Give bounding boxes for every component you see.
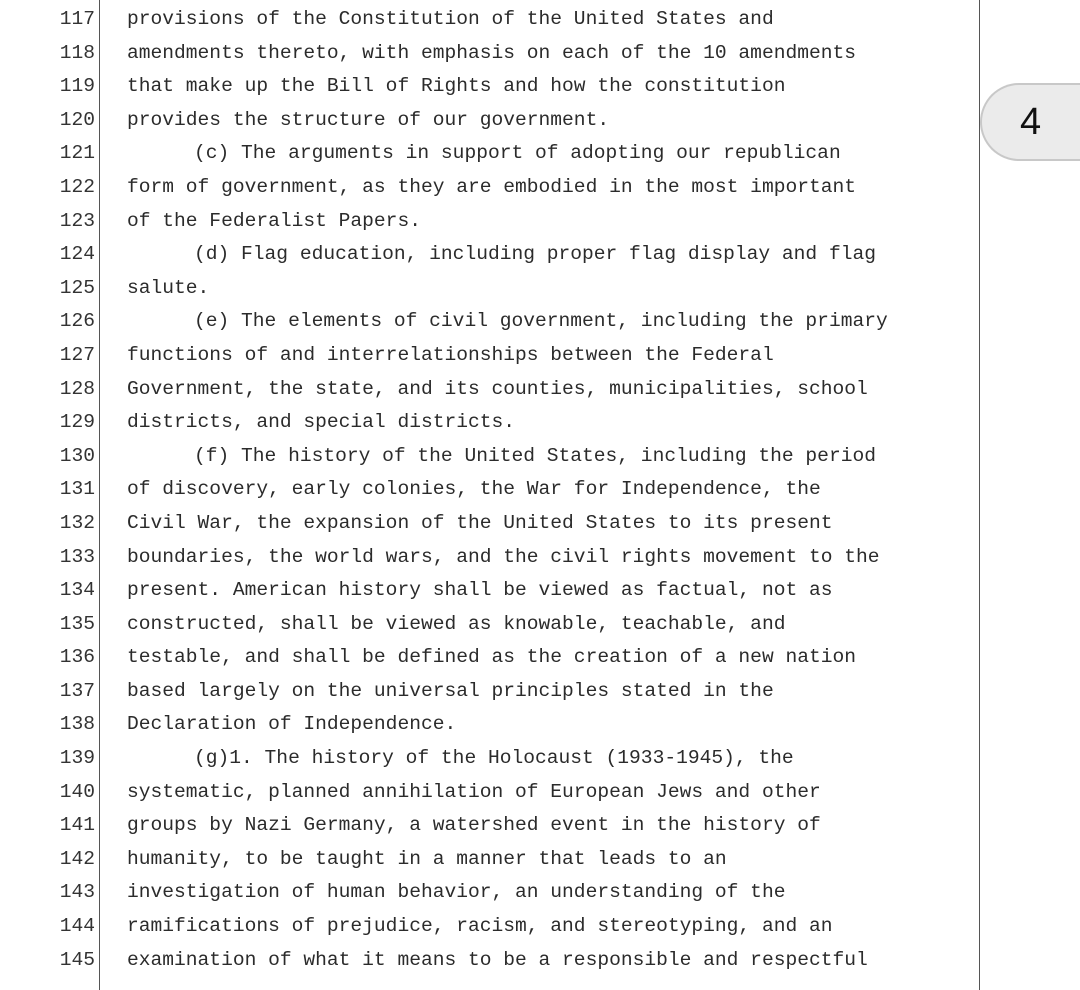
line-number: 129 xyxy=(59,411,95,434)
document-line xyxy=(0,675,980,709)
document-line xyxy=(0,3,980,37)
line-number: 124 xyxy=(59,243,95,266)
document-line xyxy=(0,541,980,575)
line-text: of discovery, early colonies, the War for Independence, the xyxy=(127,478,821,501)
line-number: 121 xyxy=(59,142,95,165)
line-number: 128 xyxy=(59,377,95,400)
line-text: humanity, to be taught in a manner that leads to an xyxy=(127,847,727,870)
document-line xyxy=(0,272,980,306)
line-number: 122 xyxy=(59,175,95,198)
document-line xyxy=(0,440,980,474)
line-number: 141 xyxy=(59,814,95,837)
line-number: 137 xyxy=(59,679,95,702)
document-line xyxy=(0,238,980,272)
line-text: salute. xyxy=(127,276,210,299)
line-text: (g)1. The history of the Holocaust (1933-1945), the xyxy=(194,747,794,770)
line-number: 125 xyxy=(59,276,95,299)
document-line xyxy=(0,305,980,339)
document-line xyxy=(0,104,980,138)
document-line xyxy=(0,507,980,541)
document-line xyxy=(0,809,980,843)
line-number: 144 xyxy=(59,915,95,938)
line-number: 135 xyxy=(59,612,95,635)
line-text: constructed, shall be viewed as knowable, teachable, and xyxy=(127,612,786,635)
document-line xyxy=(0,910,980,944)
line-number: 133 xyxy=(59,545,95,568)
line-text: Civil War, the expansion of the United States to its present xyxy=(127,511,833,534)
line-text: of the Federalist Papers. xyxy=(127,209,421,232)
document-line xyxy=(0,473,980,507)
line-number: 136 xyxy=(59,646,95,669)
line-number: 138 xyxy=(59,713,95,736)
document-line xyxy=(0,708,980,742)
line-text: testable, and shall be defined as the creation of a new nation xyxy=(127,646,857,669)
line-number: 127 xyxy=(59,343,95,366)
line-text: boundaries, the world wars, and the civil rights movement to the xyxy=(127,545,880,568)
line-text: (c) The arguments in support of adopting our republican xyxy=(194,142,841,165)
line-number: 117 xyxy=(59,8,95,30)
page-number-label: 4 xyxy=(1020,101,1042,143)
line-text: provisions of the Constitution of the United States and xyxy=(127,8,774,30)
page-number-tab[interactable] xyxy=(980,83,1080,161)
line-number: 139 xyxy=(59,747,95,770)
document-line xyxy=(0,944,980,978)
document-line xyxy=(0,641,980,675)
document-line xyxy=(0,373,980,407)
line-number: 132 xyxy=(59,511,95,534)
document-line xyxy=(0,171,980,205)
line-number: 130 xyxy=(59,444,95,467)
line-text: (f) The history of the United States, including the period xyxy=(194,444,876,467)
line-number: 131 xyxy=(59,478,95,501)
line-text: based largely on the universal principles stated in the xyxy=(127,679,774,702)
line-text: examination of what it means to be a responsible and respectful xyxy=(127,948,868,971)
line-text: Declaration of Independence. xyxy=(127,713,457,736)
line-text: Government, the state, and its counties, municipalities, school xyxy=(127,377,868,400)
line-text: districts, and special districts. xyxy=(127,411,516,434)
line-text: present. American history shall be viewed as factual, not as xyxy=(127,579,833,602)
line-number: 119 xyxy=(59,75,95,98)
document-line xyxy=(0,843,980,877)
line-number: 126 xyxy=(59,310,95,333)
document-line xyxy=(0,776,980,810)
line-text: that make up the Bill of Rights and how the constitution xyxy=(127,75,786,98)
line-text: functions of and interrelationships between the Federal xyxy=(127,343,774,366)
document-line xyxy=(0,205,980,239)
document-line xyxy=(0,876,980,910)
line-text: provides the structure of our government. xyxy=(127,108,610,131)
line-text: groups by Nazi Germany, a watershed event in the history of xyxy=(127,814,821,837)
line-number: 145 xyxy=(59,948,95,971)
line-text: amendments thereto, with emphasis on each of the 10 amendments xyxy=(127,41,857,64)
line-text: form of government, as they are embodied in the most important xyxy=(127,175,857,198)
document-line xyxy=(0,742,980,776)
line-number: 143 xyxy=(59,881,95,904)
line-number: 142 xyxy=(59,847,95,870)
document-line xyxy=(0,574,980,608)
line-text: (e) The elements of civil government, including the primary xyxy=(194,310,888,333)
line-text: systematic, planned annihilation of European Jews and other xyxy=(127,780,821,803)
line-text: investigation of human behavior, an understanding of the xyxy=(127,881,786,904)
line-number: 123 xyxy=(59,209,95,232)
line-text: (d) Flag education, including proper flag display and flag xyxy=(194,243,876,266)
line-number: 134 xyxy=(59,579,95,602)
document-line xyxy=(0,608,980,642)
line-number: 118 xyxy=(59,41,95,64)
document-line xyxy=(0,137,980,171)
document-line xyxy=(0,70,980,104)
numbered-text-lines xyxy=(0,3,980,977)
line-number: 120 xyxy=(59,108,95,131)
line-number: 140 xyxy=(59,780,95,803)
document-line xyxy=(0,406,980,440)
document-line xyxy=(0,37,980,71)
document-line xyxy=(0,339,980,373)
line-text: ramifications of prejudice, racism, and stereotyping, and an xyxy=(127,915,833,938)
